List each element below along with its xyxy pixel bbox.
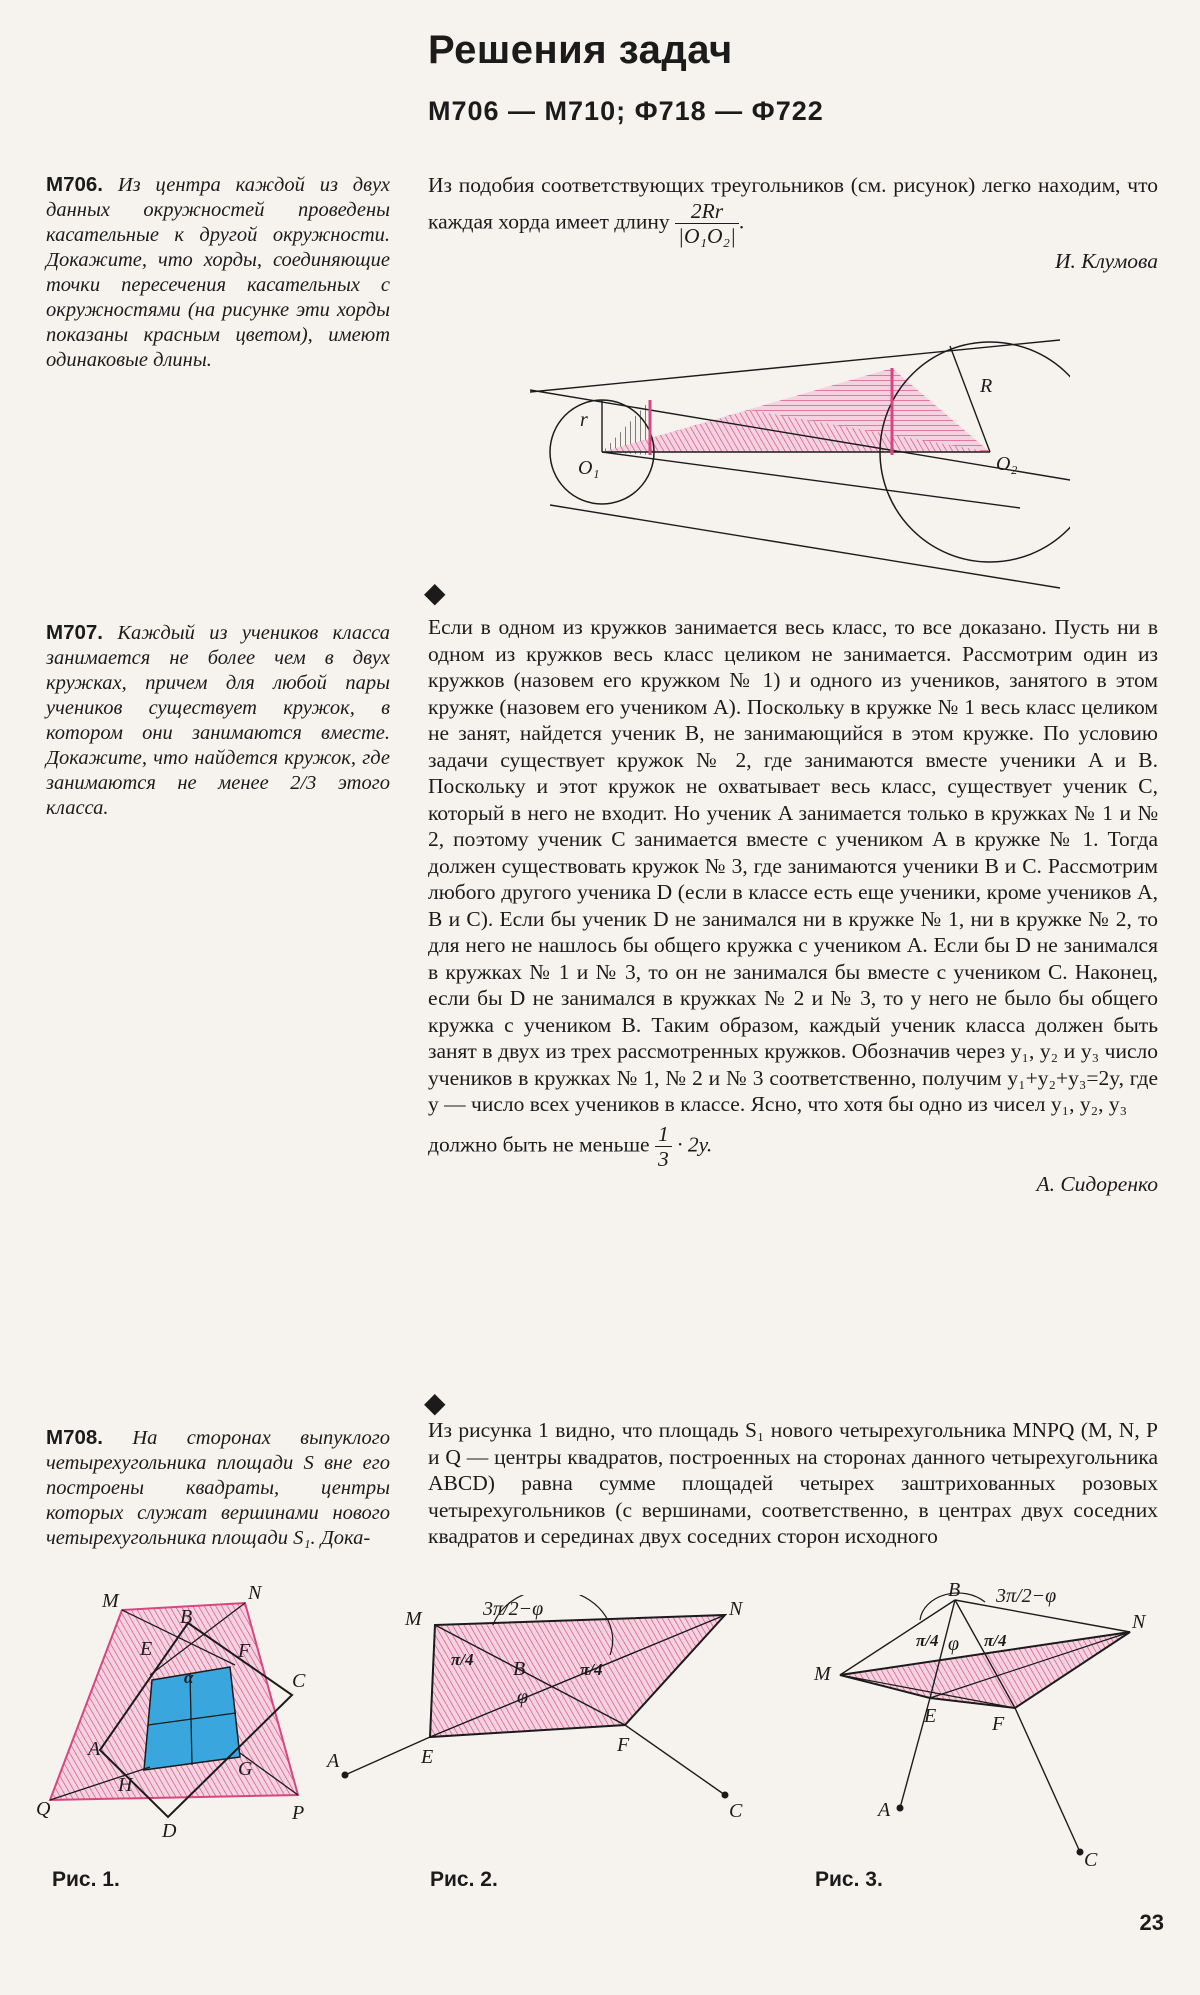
fig3-label-C: C xyxy=(1084,1849,1098,1870)
figure-1 xyxy=(30,1585,330,1845)
point-a-3 xyxy=(897,1805,904,1812)
fig2-label-angle: 3π/2−φ xyxy=(483,1598,544,1620)
line-f-c xyxy=(625,1725,725,1795)
problem-label-m707: М707. xyxy=(46,621,103,644)
page-number: 23 xyxy=(1139,1910,1164,1935)
solution-text-m708: Из рисунка 1 видно, что площадь S₁ нового четырехугольника MNPQ (M, N, P и Q — центры квадратов, построенных на сторонах данного четырехугольника ABCD) равна сумме площадей четырех заштрихованных розовых четырехугольников (с вершинами, соответственно, в центрах двух соседних квадратов и серединах двух соседних сторон исходного xyxy=(428,1418,1158,1548)
fig1-label-H: H xyxy=(118,1774,133,1796)
fig2-label-phi: φ xyxy=(517,1686,529,1708)
fig1-label-P: P xyxy=(292,1802,305,1824)
fig1-label-alpha: α xyxy=(184,1668,194,1687)
figure-2 xyxy=(325,1595,755,1855)
problem-label-m706: М706. xyxy=(46,173,103,196)
fraction-tail: · 2y. xyxy=(677,1131,713,1156)
fig3-label-phi: φ xyxy=(948,1633,960,1655)
caption-fig3: Рис. 3. xyxy=(815,1868,883,1891)
fig3-label-angle: 3π/2−φ xyxy=(996,1585,1057,1607)
fig1-label-B: B xyxy=(180,1606,193,1628)
fig1-label-Q: Q xyxy=(36,1798,51,1820)
solution-m707 xyxy=(428,614,1158,1197)
page-title: Решения задач xyxy=(428,28,733,72)
fraction-end: . xyxy=(738,208,745,233)
problem-text-m708: На сторонах выпуклого четырехугольника площади S вне его построены квадраты, центры которых служат вершинами нового четырехугольника площади S₁. Дока- xyxy=(46,1427,391,1549)
fig2-label-B: B xyxy=(513,1658,526,1680)
fig3-label-E: E xyxy=(924,1705,937,1727)
point-c-3 xyxy=(1077,1849,1084,1856)
problem-m706 xyxy=(46,172,390,373)
problem-text-m707: Каждый из учеников класса занимается не более чем в двух кружках, причем для любой пары учеников существует кружок, в котором они занимаются вместе. Докажите, что найдется кружок, где занимаются не менее 2/3 этого класса. xyxy=(46,622,390,819)
fig3-label-B: B xyxy=(948,1580,961,1601)
line-a-e xyxy=(345,1737,430,1775)
fraction-1-3-den: 3 xyxy=(657,1146,669,1171)
solution-m706 xyxy=(428,172,1158,274)
problem-m708 xyxy=(46,1425,390,1551)
solution-m708 xyxy=(428,1417,1158,1550)
fig1-label-G: G xyxy=(238,1758,253,1780)
fraction-den: |O₁O₂| xyxy=(678,223,736,248)
solution-end-m707: должно быть не меньше xyxy=(428,1131,650,1156)
fraction-2rr xyxy=(675,199,739,248)
label-o2: O₂ xyxy=(996,453,1018,475)
label-o1: O₁ xyxy=(578,457,600,479)
fig2-label-N: N xyxy=(729,1598,743,1620)
fig1-label-F: F xyxy=(238,1640,251,1662)
fig2-label-C: C xyxy=(729,1800,743,1822)
author-m707: А. Сидоренко xyxy=(1036,1171,1158,1196)
fig2-label-pi4a: π/4 xyxy=(451,1650,474,1669)
fig1-label-E: E xyxy=(140,1638,153,1660)
fig3-label-pi4b: π/4 xyxy=(984,1631,1007,1650)
point-c-2 xyxy=(722,1792,729,1799)
fig1-label-N: N xyxy=(248,1585,262,1604)
fig1-label-C: C xyxy=(292,1670,306,1692)
caption-fig2: Рис. 2. xyxy=(430,1868,498,1891)
fig3-label-pi4a: π/4 xyxy=(916,1631,939,1650)
line-f-c-3 xyxy=(1015,1708,1080,1852)
fig3-label-A: A xyxy=(878,1799,891,1821)
page-subtitle: М706 — М710; Ф718 — Ф722 xyxy=(428,96,824,126)
tangent-3 xyxy=(550,505,1060,588)
fig2-label-pi4b: π/4 xyxy=(580,1660,603,1679)
figure-3 xyxy=(800,1580,1160,1870)
figure-circles xyxy=(530,330,1070,595)
fig2-label-E: E xyxy=(421,1746,434,1768)
separator-diamond-2: ◆ xyxy=(424,1388,446,1419)
label-r: r xyxy=(580,409,588,431)
separator-diamond-1: ◆ xyxy=(424,578,446,609)
caption-fig1: Рис. 1. xyxy=(52,1868,120,1891)
author-m706: И. Клумова xyxy=(1054,248,1158,273)
problem-m707 xyxy=(46,620,390,821)
point-a-2 xyxy=(342,1772,349,1779)
fig3-label-M: M xyxy=(814,1663,831,1685)
solution-text-m707: Если в одном из кружков занимается весь класс, то все доказано. Пусть ни в одном из кружков весь класс целиком не занимается. Рассмотрим один из кружков (назовем его кружком № 1) и одного из учеников, занятого в этом кружке (назовем его учеником A). Поскольку в кружке № 1 весь класс целиком не занят, найдется ученик B, не занимающийся в этом кружке. По условию задачи существует кружок № 2, где занимаются вместе ученики A и B. Поскольку и этот кружок не охватывает весь класс, существует ученик C, который в него не входит. Но ученик A занимается только в кружках № 1 и № 2, поэтому ученик C занимается вместе с учеником A в кружке № 1. Тогда должен существовать кружок № 3, где занимаются ученики B и C. Рассмотрим любого другого ученика D (если в классе есть еще ученики, кроме учеников A, B и C). Если бы ученик D не занимался ни в кружке № 1, ни в кружке № 2, то для него не нашлось бы общего кружка с учеником A. Если бы D не занимался в кружках № 1 и № 3, то он не занимался бы вместе с учеником C. Наконец, если бы D не занимался в кружках № 2 и № 3, то у него не было бы общего кружка с учеником B. Таким образом, каждый ученик класса должен быть занят в двух из трех рассмотренных кружков. Обозначив через y₁, y₂ и y₃ число учеников в кружках № 1, № 2 и № 3 соответственно, получим y₁+y₂+y₃=2y, где y — число всех учеников в классе. Ясно, что хотя бы одно из чисел y₁, y₂, y₃ xyxy=(428,615,1158,1116)
fig3-label-F: F xyxy=(992,1713,1005,1735)
problem-text-m706: Из центра каждой из двух данных окружностей проведены касательные к другой окружности. Докажите, что хорды, соединяющие точки пересечения касательных с окружностями (на рисунке эти хорды показаны красным цветом), имеют одинаковые длины. xyxy=(46,174,391,371)
fig1-label-M: M xyxy=(102,1590,119,1612)
solution-text-m706: Из подобия соответствующих треугольников (см. рисунок) легко находим, что каждая хорда имеет длину xyxy=(428,173,1158,233)
fraction-1-3-num: 1 xyxy=(655,1122,672,1147)
fig2-label-M: M xyxy=(405,1608,422,1630)
fig2-label-A: A xyxy=(327,1750,340,1772)
fig3-label-N: N xyxy=(1132,1611,1146,1633)
tangent-4 xyxy=(602,452,1020,508)
fig1-label-D: D xyxy=(162,1820,177,1842)
label-R: R xyxy=(980,375,993,397)
fig2-label-F: F xyxy=(617,1734,630,1756)
fraction-1-3 xyxy=(655,1122,672,1171)
fig1-label-A: A xyxy=(88,1738,101,1760)
fraction-num: 2Rr xyxy=(675,199,739,224)
problem-label-m708: М708. xyxy=(46,1426,103,1449)
